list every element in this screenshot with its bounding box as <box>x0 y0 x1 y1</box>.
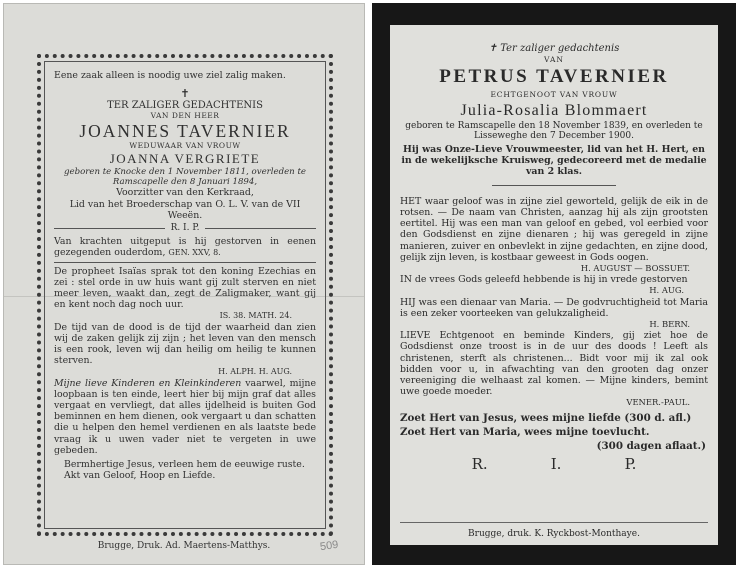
right-para-3: HIJ was een dienaar van Maria. — De godvruchtigheid tot Maria is een zeker voorteeken van gelukzaligheid. <box>400 296 708 319</box>
role-2: Lid van het Broederschap van O. L. V. van de VII Weeën. <box>69 198 301 221</box>
para-4 <box>54 378 316 456</box>
para-1-text: Van krachten uitgeput is hij gestorven in eenen gezegenden ouderdom, <box>54 236 316 259</box>
right-para-1: HET waar geloof was in zijne ziel geworteld, gelijk de eik in de rotsen. — De naam van Christen, aanzag hij als zijn grootsten eertitel. Hij was een man van geloof en gebed, vol eerbied voor den Godsdienst en zijne dienaren ; hij was geregeld in zijne manieren, zuiver en onbevlekt in zijne gedachten, en zijne dood, gelijk zijn leven, is kostbaar geweest in Gods oogen. <box>400 195 708 263</box>
para-1 <box>54 236 316 258</box>
rip-r: R. <box>471 454 488 473</box>
rip-i: I. <box>550 454 562 473</box>
divider <box>54 262 316 263</box>
intro: TER ZALIGER GEDACHTENIS <box>107 100 263 112</box>
para-2: De propheet Isaïas sprak tot den koning Ezechias en zei : stel orde in uw huis want gij zult sterven en niet meer leven, waakt dan, zegt de Zaligmaker, want gij en kent noch dag noch uur. <box>54 265 316 311</box>
left-printer-footer: Brugge, Druk. Ad. Maertens-Matthys. <box>97 541 271 551</box>
right-para-4-ref: VENER.-PAUL. <box>626 397 690 408</box>
para-3: De tijd van de dood is de tijd der waarheid dan zien wij de zaken gelijk zij zijn ; het leven van den mensch is een rook, leven wij dan heilig om heilig te kunnen sterven. <box>54 321 316 367</box>
rip-text: R. I. P. <box>170 223 200 234</box>
right-para-2: IN de vrees Gods geleefd hebbende is hij in vrede gestorven <box>400 274 688 286</box>
prayer-2: Zoet Hert van Maria, wees mijne toevlucht. <box>400 425 650 438</box>
right-spouse-name: Julia-Rosalia Blommaert <box>460 101 648 119</box>
rip-divider <box>54 223 316 234</box>
right-birth-death: geboren te Ramscapelle den 18 November 1839, en overleden te Lisseweghe den 7 December 1900. <box>405 120 703 142</box>
para-6: Akt van Geloof, Hoop en Liefde. <box>64 470 216 482</box>
para-4-text: vaarwel, mijne loopbaan is ten einde, leert hier bij mijn graf dat alles vergaat en vervliegt, dat alles ijdelheid is buiten God beminnen en hem dienen, ook vergaart u dan schatten die u helpen den hemel verdienen en als laatste bede vraag ik u uwen vader niet te vergeten in uwe gebeden. <box>54 377 316 456</box>
birth-death: geboren te Knocke den 1 November 1811, overleden te Ramscapelle den 8 Januari 1894, <box>63 167 306 188</box>
weduwaar-label: WEDUWAAR VAN VROUW <box>129 141 241 151</box>
footer-divider <box>400 522 708 523</box>
para-2-ref: IS. 38. MATH. 24. <box>219 311 292 321</box>
right-card-panel <box>390 25 718 545</box>
van-label: VAN <box>544 55 564 65</box>
right-rip <box>400 454 708 473</box>
cross-icon: ✝ <box>180 87 190 101</box>
para-3-ref: H. ALPH. H. AUG. <box>218 367 292 377</box>
rip-p: P. <box>624 454 637 473</box>
pencil-annotation: 509 <box>319 538 340 554</box>
para-1-ref: GEN. XXV, 8. <box>168 248 221 258</box>
divider <box>492 185 615 186</box>
right-para-3-ref: H. BERN. <box>649 319 690 330</box>
right-deceased-name: PETRUS TAVERNIER <box>439 66 669 88</box>
left-card-content <box>54 70 316 481</box>
right-para-1-ref: H. AUGUST — BOSSUET. <box>580 263 690 274</box>
right-roles: Hij was Onze-Lieve Vrouwmeester, lid van het H. Hert, en in de wekelijksche Kruisweg, gedecoreerd met de medalie van 2 klas. <box>401 143 707 177</box>
right-printer-footer: Brugge, druk. K. Ryckbost-Monthaye. <box>468 529 640 539</box>
right-para-2-ref: H. AUG. <box>649 285 684 296</box>
para-5: Bermhertige Jesus, verleen hem de eeuwige ruste. <box>64 459 305 471</box>
deceased-name: JOANNES TAVERNIER <box>79 121 291 142</box>
para-4-italic: Mijne lieve Kinderen en Kleinkinderen <box>54 377 242 389</box>
spouse-name: JOANNA VERGRIETE <box>109 151 261 167</box>
prayer-1: Zoet Hert van Jesus, wees mijne liefde (300 d. afl.) <box>400 411 692 424</box>
role-1: Voorzitter van den Kerkraad, <box>116 187 254 199</box>
van-den-heer: VAN DEN HEER <box>150 111 220 121</box>
right-card-content <box>400 43 708 473</box>
right-para-4: LIEVE Echtgenoot en beminde Kinders, gij ziet hoe de Godsdienst onze troost is in de uur des doods ! Leeft als christenen, sterft als christenen... Bidt voor mij ik zal ook bidden voor u, in afwachting van den grooten dag onzer vereeniging die welhaast zal komen. — Mijne kinders, bemint uwe goede moeder. <box>400 330 708 398</box>
right-memorial-card <box>372 3 736 565</box>
echtgenoot-label: ECHTGENOOT VAN VROUW <box>490 90 618 100</box>
left-memorial-card <box>3 3 365 565</box>
opening-line: Eene zaak alleen is noodig uwe ziel zalig maken. <box>54 70 286 81</box>
right-intro: ✝ Ter zaliger gedachtenis <box>488 43 620 54</box>
prayer-2-indulgence: (300 dagen aflaat.) <box>596 439 706 452</box>
